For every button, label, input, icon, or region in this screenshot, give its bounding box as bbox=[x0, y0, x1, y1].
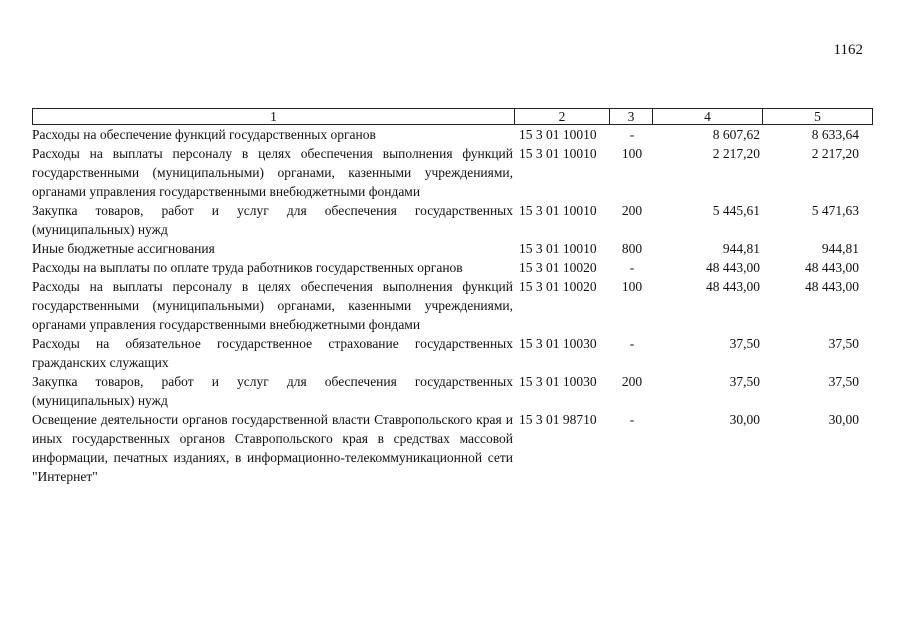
row-code: 15 3 01 10020 bbox=[519, 279, 597, 294]
row-value-col5: 37,50 bbox=[828, 336, 859, 351]
table-header bbox=[32, 108, 873, 125]
row-expense-type: 100 bbox=[621, 146, 643, 161]
page-number: 1162 bbox=[833, 42, 863, 58]
row-value-col4: 37,50 bbox=[729, 336, 760, 351]
row-expense-type: 200 bbox=[621, 374, 643, 389]
row-value-col4: 2 217,20 bbox=[712, 146, 760, 161]
row-expense-type: - bbox=[629, 127, 635, 142]
row-description: Расходы на выплаты персоналу в целях обеспечения выполнения функций государственными (муниципальными) органами, казенными учреждениями, органами управления государственными внебюджетными фондами bbox=[32, 279, 513, 332]
row-description: Расходы на выплаты по оплате труда работников государственных органов bbox=[32, 260, 463, 275]
table-body bbox=[32, 125, 873, 486]
row-description: Закупка товаров, работ и услуг для обеспечения государственных (муниципальных) нужд bbox=[32, 374, 513, 408]
row-value-col4: 37,50 bbox=[729, 374, 760, 389]
table-row bbox=[32, 410, 873, 486]
header-col-3: 3 bbox=[627, 109, 635, 124]
header-col-5: 5 bbox=[814, 109, 821, 124]
row-value-col5: 8 633,64 bbox=[811, 127, 859, 142]
row-description: Расходы на обеспечение функций государственных органов bbox=[32, 127, 376, 142]
row-expense-type: - bbox=[629, 260, 635, 275]
row-code: 15 3 01 10010 bbox=[519, 203, 597, 218]
row-value-col5: 48 443,00 bbox=[805, 279, 859, 294]
header-col-2: 2 bbox=[558, 109, 566, 124]
row-value-col4: 5 445,61 bbox=[712, 203, 760, 218]
table-row bbox=[32, 258, 873, 277]
row-expense-type: - bbox=[629, 412, 635, 427]
table-row bbox=[32, 277, 873, 334]
row-description: Закупка товаров, работ и услуг для обеспечения государственных (муниципальных) нужд bbox=[32, 203, 513, 237]
row-value-col5: 5 471,63 bbox=[811, 203, 859, 218]
row-expense-type: 200 bbox=[621, 203, 643, 218]
row-expense-type: 100 bbox=[621, 279, 643, 294]
row-code: 15 3 01 10010 bbox=[519, 146, 597, 161]
row-description: Иные бюджетные ассигнования bbox=[32, 241, 215, 256]
row-value-col5: 48 443,00 bbox=[805, 260, 859, 275]
header-col-1: 1 bbox=[270, 109, 277, 124]
row-code: 15 3 01 10030 bbox=[519, 374, 597, 389]
header-col-4: 4 bbox=[704, 109, 711, 124]
row-code: 15 3 01 98710 bbox=[519, 412, 597, 427]
table-row bbox=[32, 125, 873, 144]
row-value-col4: 30,00 bbox=[729, 412, 760, 427]
table-row bbox=[32, 239, 873, 258]
row-value-col4: 48 443,00 bbox=[706, 260, 760, 275]
row-description: Освещение деятельности органов государственной власти Ставропольского края и иных государственных органов Ставропольского края в средствах массовой информации, печатных изданиях, в информационно-телекоммуникационной сети "Интернет" bbox=[32, 412, 513, 484]
table-row bbox=[32, 334, 873, 372]
row-value-col5: 2 217,20 bbox=[811, 146, 859, 161]
row-code: 15 3 01 10030 bbox=[519, 336, 597, 351]
row-value-col4: 944,81 bbox=[722, 241, 760, 256]
row-description: Расходы на обязательное государственное страхование государственных гражданских служащих bbox=[32, 336, 513, 370]
table-row bbox=[32, 144, 873, 201]
row-value-col5: 37,50 bbox=[828, 374, 859, 389]
row-value-col5: 944,81 bbox=[821, 241, 859, 256]
table-row bbox=[32, 372, 873, 410]
row-code: 15 3 01 10010 bbox=[519, 127, 597, 142]
table-row bbox=[32, 201, 873, 239]
row-value-col4: 48 443,00 bbox=[706, 279, 760, 294]
row-expense-type: 800 bbox=[621, 241, 643, 256]
row-value-col4: 8 607,62 bbox=[712, 127, 760, 142]
row-expense-type: - bbox=[629, 336, 635, 351]
row-value-col5: 30,00 bbox=[828, 412, 859, 427]
row-code: 15 3 01 10010 bbox=[519, 241, 597, 256]
row-code: 15 3 01 10020 bbox=[519, 260, 597, 275]
row-description: Расходы на выплаты персоналу в целях обеспечения выполнения функций государственными (муниципальными) органами, казенными учреждениями, органами управления государственными внебюджетными фондами bbox=[32, 146, 513, 199]
